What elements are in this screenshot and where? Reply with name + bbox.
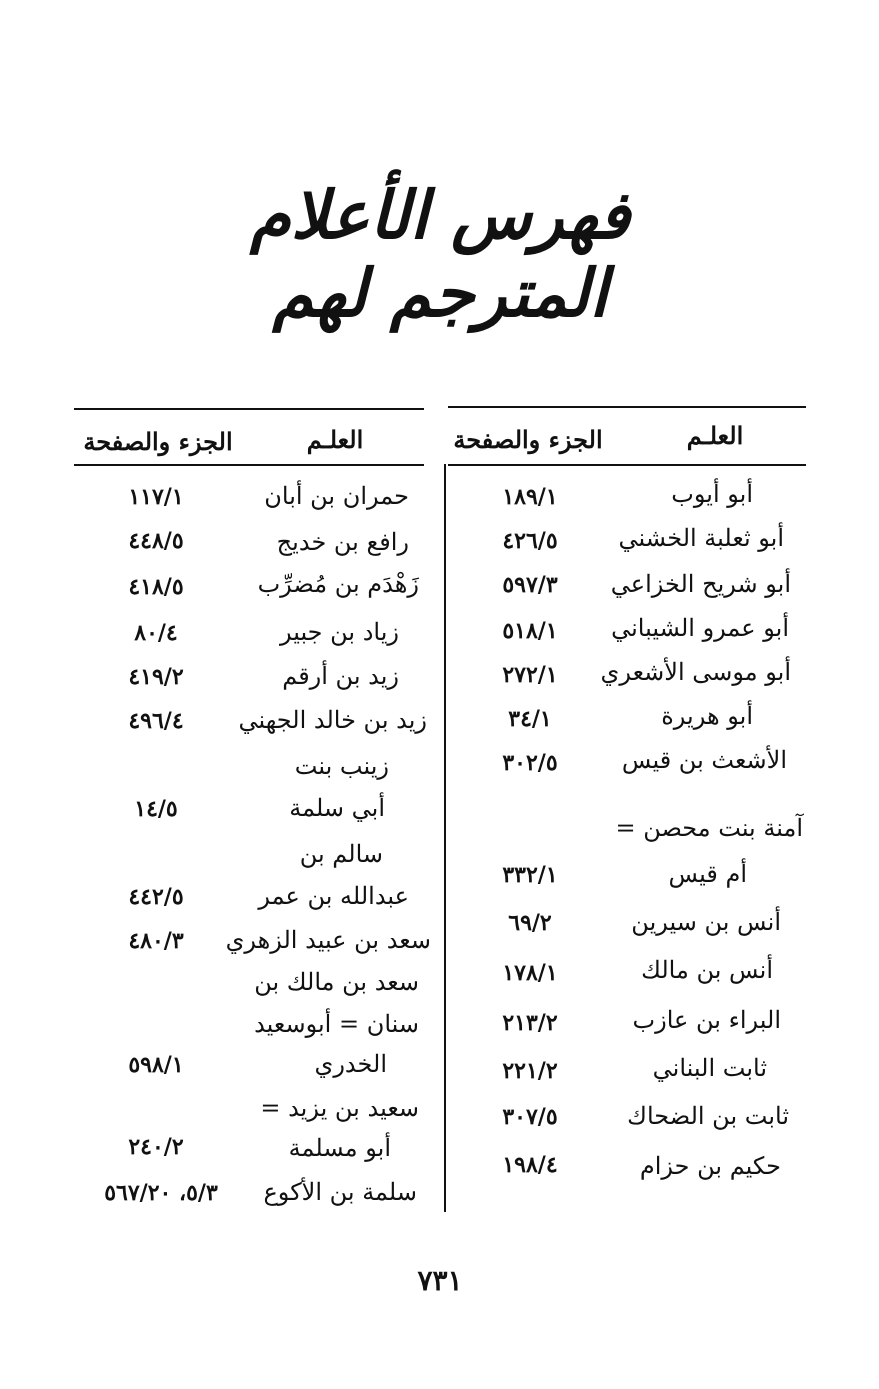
left-entry-name: سنان = أبوسعيد [254, 1010, 419, 1038]
right-entry-ref: ٣٠٧/٥ [502, 1104, 558, 1130]
left-entry-ref: ١٤/٥ [134, 796, 178, 822]
right-entry-ref: ٣٠٢/٥ [502, 750, 558, 776]
left-entry-name: زيد بن خالد الجهني [238, 706, 427, 734]
right-entry-name: أم قيس [668, 860, 747, 888]
right-entry-ref: ٣٣٢/١ [502, 862, 558, 888]
right-entry-name: أبو أيوب [671, 480, 753, 508]
right-entry-name: آمنة بنت محصن = [615, 814, 803, 842]
right-entry-name: ثابت بن الضحاك [627, 1102, 789, 1130]
right-entry-name: أبو موسى الأشعري [600, 658, 791, 686]
left-entry-ref: ٥٩٨/١ [128, 1052, 184, 1078]
right-entry-name: الأشعث بن قيس [621, 746, 787, 774]
left-entry-name: الخدري [314, 1050, 387, 1078]
left-entry-ref: ٥/٣، ٥٦٧/٢٠ [104, 1180, 218, 1206]
right-entry-name: أبو هريرة [661, 702, 753, 730]
right-entry-ref: ١٩٨/٤ [502, 1152, 558, 1178]
left-entry-name: سعد بن مالك بن [254, 968, 419, 996]
left-entry-name: حمران بن أبان [264, 482, 409, 510]
left-entry-name: عبدالله بن عمر [258, 882, 409, 910]
right-entry-ref: ٢١٣/٢ [502, 1010, 558, 1036]
right-table-top-rule [448, 406, 806, 408]
right-entry-ref: ١٨٩/١ [502, 484, 558, 510]
right-entry-ref: ١٧٨/١ [502, 960, 558, 986]
right-entry-ref: ٥١٨/١ [502, 618, 558, 644]
left-entry-ref: ٤٩٦/٤ [128, 708, 184, 734]
index-title: فهرس الأعلام المترجم لهم [249, 176, 631, 332]
left-header-ref: الجزء والصفحة [83, 427, 233, 456]
left-entry-ref: ٤٤٢/٥ [128, 884, 184, 910]
right-entry-name: أنس بن مالك [641, 956, 773, 984]
left-table-header-rule [74, 464, 424, 466]
right-entry-ref: ٥٩٧/٣ [502, 572, 558, 598]
left-entry-name: أبو مسلمة [288, 1134, 391, 1162]
left-header-name: العلـم [306, 425, 364, 454]
left-entry-name: سالم بن [299, 840, 383, 868]
left-entry-ref: ٨٠/٤ [134, 620, 178, 646]
left-entry-name: سلمة بن الأكوع [263, 1178, 417, 1206]
left-entry-ref: ٢٤٠/٢ [128, 1134, 184, 1160]
left-entry-ref: ٤١٩/٢ [128, 664, 184, 690]
left-entry-name: رافع بن خديج [276, 528, 409, 556]
right-entry-name: أبو شريح الخزاعي [610, 570, 791, 598]
left-entry-name: سعد بن عبيد الزهري [225, 926, 431, 954]
right-entry-ref: ٤٢٦/٥ [502, 528, 558, 554]
left-entry-name: زَهْدَم بن مُضرِّب [257, 570, 419, 598]
right-entry-ref: ٣٤/١ [508, 706, 552, 732]
right-entry-ref: ٦٩/٢ [508, 910, 552, 936]
right-entry-name: حكيم بن حزام [639, 1152, 781, 1180]
column-divider [444, 464, 446, 1212]
right-entry-name: أنس بن سيرين [631, 908, 781, 936]
left-entry-ref: ١١٧/١ [128, 484, 184, 510]
left-entry-name: أبي سلمة [289, 794, 385, 822]
right-entry-ref: ٢٢١/٢ [502, 1058, 558, 1084]
left-entry-name: زياد بن جبير [279, 618, 399, 646]
left-entry-name: سعيد بن يزيد = [260, 1094, 419, 1122]
right-entry-name: البراء بن عازب [632, 1006, 781, 1034]
right-header-ref: الجزء والصفحة [453, 425, 603, 454]
left-entry-name: زينب بنت [294, 752, 389, 780]
right-table-header-rule [448, 464, 806, 466]
right-header-name: العلـم [686, 421, 744, 450]
left-table-top-rule [74, 408, 424, 410]
right-entry-ref: ٢٧٢/١ [502, 662, 558, 688]
left-entry-ref: ٤٨٠/٣ [128, 928, 184, 954]
right-entry-name: ثابت البناني [652, 1054, 767, 1082]
left-entry-ref: ٤٤٨/٥ [128, 528, 184, 554]
left-entry-ref: ٤١٨/٥ [128, 574, 184, 600]
right-entry-name: أبو عمرو الشيباني [611, 614, 789, 642]
page-number: ٧٣١ [417, 1264, 463, 1297]
right-entry-name: أبو ثعلبة الخشني [618, 524, 784, 552]
left-entry-name: زيد بن أرقم [282, 662, 399, 690]
